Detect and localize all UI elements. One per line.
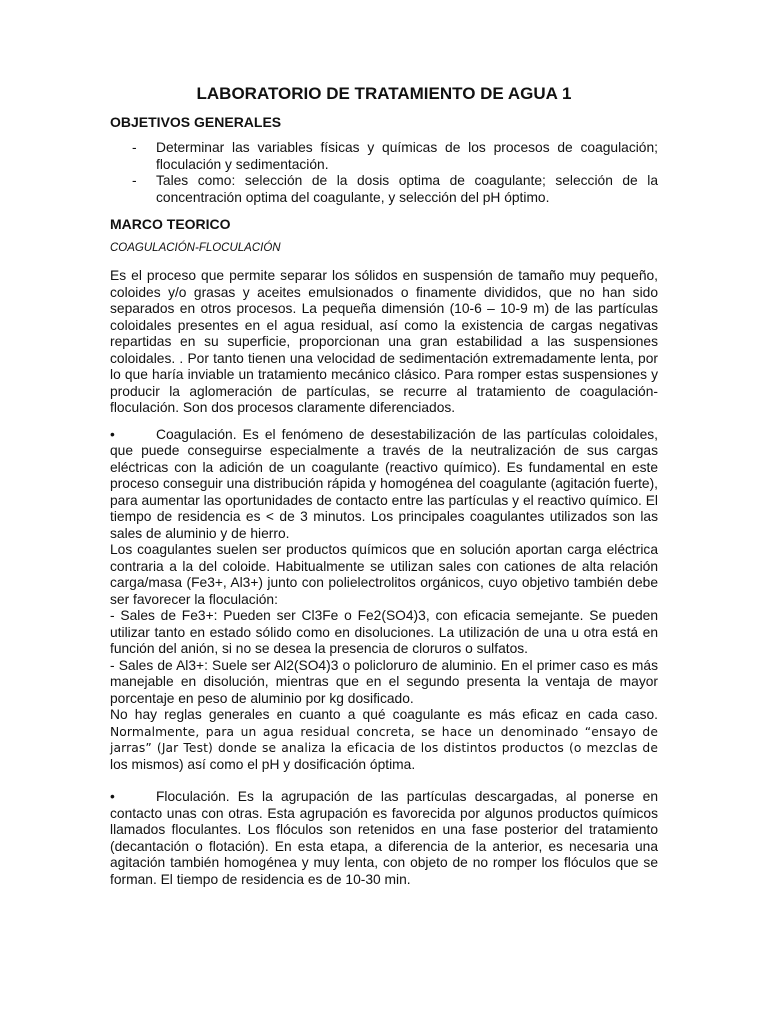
objetivos-heading: OBJETIVOS GENERALES [110, 114, 282, 130]
jar-test-text: Normalmente, para un agua residual concreta, se hace un denominado “ensayo de jarras” (Jar Test) donde se analiza la eficacia de los distintos productos (o mezclas de [110, 724, 658, 755]
document-page [110, 84, 658, 888]
objetivo-item: - Tales como: selección de la dosis optima de coagulante; selección de la concentración optima del coagulante, y selección del pH óptimo. [110, 173, 658, 206]
spacer [110, 773, 658, 789]
coagulacion-paragraph [110, 427, 658, 543]
reglas-text: No hay reglas generales en cuanto a qué coagulante es más eficaz en cada caso. [110, 707, 658, 722]
intro-paragraph: Es el proceso que permite separar los sólidos en suspensión de tamaño muy pequeño, coloides y/o grasas y aceites emulsionados o finamente divididos, que no han sido separados en otros procesos. La pequeña dimensión (10-6 – 10-9 m) de las partículas coloidales presentes en el agua residual, así como la existencia de cargas negativas repartidas en su superficie, proporcionan una gran estabilidad a las suspensiones coloidales. . Por tanto tienen una velocidad de sedimentación extremadamente lenta, por lo que haría inviable un tratamiento mecánico clásico. Para romper estas suspensiones y producir la aglomeración de partículas, se recurre al tratamiento de coagulación-floculación. Son dos procesos claramente diferenciados. [110, 268, 658, 415]
bullet-icon: • [110, 789, 115, 804]
sales-al-paragraph: - Sales de Al3+: Suele ser Al2(SO4)3 o policloruro de aluminio. En el primer caso es más manejable en disolución, mientras que en el segundo presenta la ventaja de mayor porcentaje en peso de aluminio por kg dosificado. [110, 657, 658, 706]
reglas-end-text: los mismos) así como el pH y dosificación óptima. [110, 756, 416, 772]
section-subheading: COAGULACIÓN-FLOCULACIÓN [110, 242, 281, 254]
coagulacion-text: Coagulación. Es el fenómeno de desestabilización de las partículas coloidales, que puede conseguirse especialmente a través de la neutralización de sus cargas eléctricas con la adición de un coagulante (reactivo químico). Es fundamental en este proceso conseguir una distribución rápida y homogénea del coagulante (agitación fuerte), para aumentar las oportunidades de contacto entre las partículas y el reactivo químico. El tiempo de residencia es < de 3 minutos. Los principales coagulantes utilizados son las sales de aluminio y de hierro. [110, 426, 658, 541]
bullet-icon: • [110, 426, 115, 442]
document-title: LABORATORIO DE TRATAMIENTO DE AGUA 1 [196, 84, 572, 103]
floculacion-paragraph [110, 789, 658, 888]
sales-fe-paragraph: - Sales de Fe3+: Pueden ser Cl3Fe o Fe2(SO4)3, con eficacia semejante. Se pueden utilizar tanto en estado sólido como en disoluciones. La utilización de una u otra está en función del anión, si no se desea la presencia de cloruros o sulfatos. [110, 608, 658, 656]
marco-heading: MARCO TEORICO [110, 216, 231, 232]
coagulantes-paragraph: Los coagulantes suelen ser productos químicos que en solución aportan carga eléctrica contraria a la del coloide. Habitualmente se utilizan sales con cationes de alta relación carga/masa (Fe3+, Al3+) junto con polielectrolitos orgánicos, cuyo objetivo también debe ser favorecer la floculación: [110, 542, 658, 607]
floculacion-text: Floculación. Es la agrupación de las partículas descargadas, al ponerse en contacto unas con otras. Esta agrupación es favorecida por algunos productos químicos llamados floculantes. Los flóculos son retenidos en una fase posterior del tratamiento (decantación o flotación). En esta etapa, a diferencia de la anterior, es necesaria una agitación también homogénea y muy lenta, con objeto de no romper los flóculos que se forman. El tiempo de residencia es de 10-30 min. [110, 789, 658, 887]
objetivo-item: - Determinar las variables físicas y químicas de los procesos de coagulación; floculación y sedimentación. [110, 140, 658, 173]
reglas-paragraph [110, 707, 658, 773]
objetivos-list [110, 140, 658, 206]
